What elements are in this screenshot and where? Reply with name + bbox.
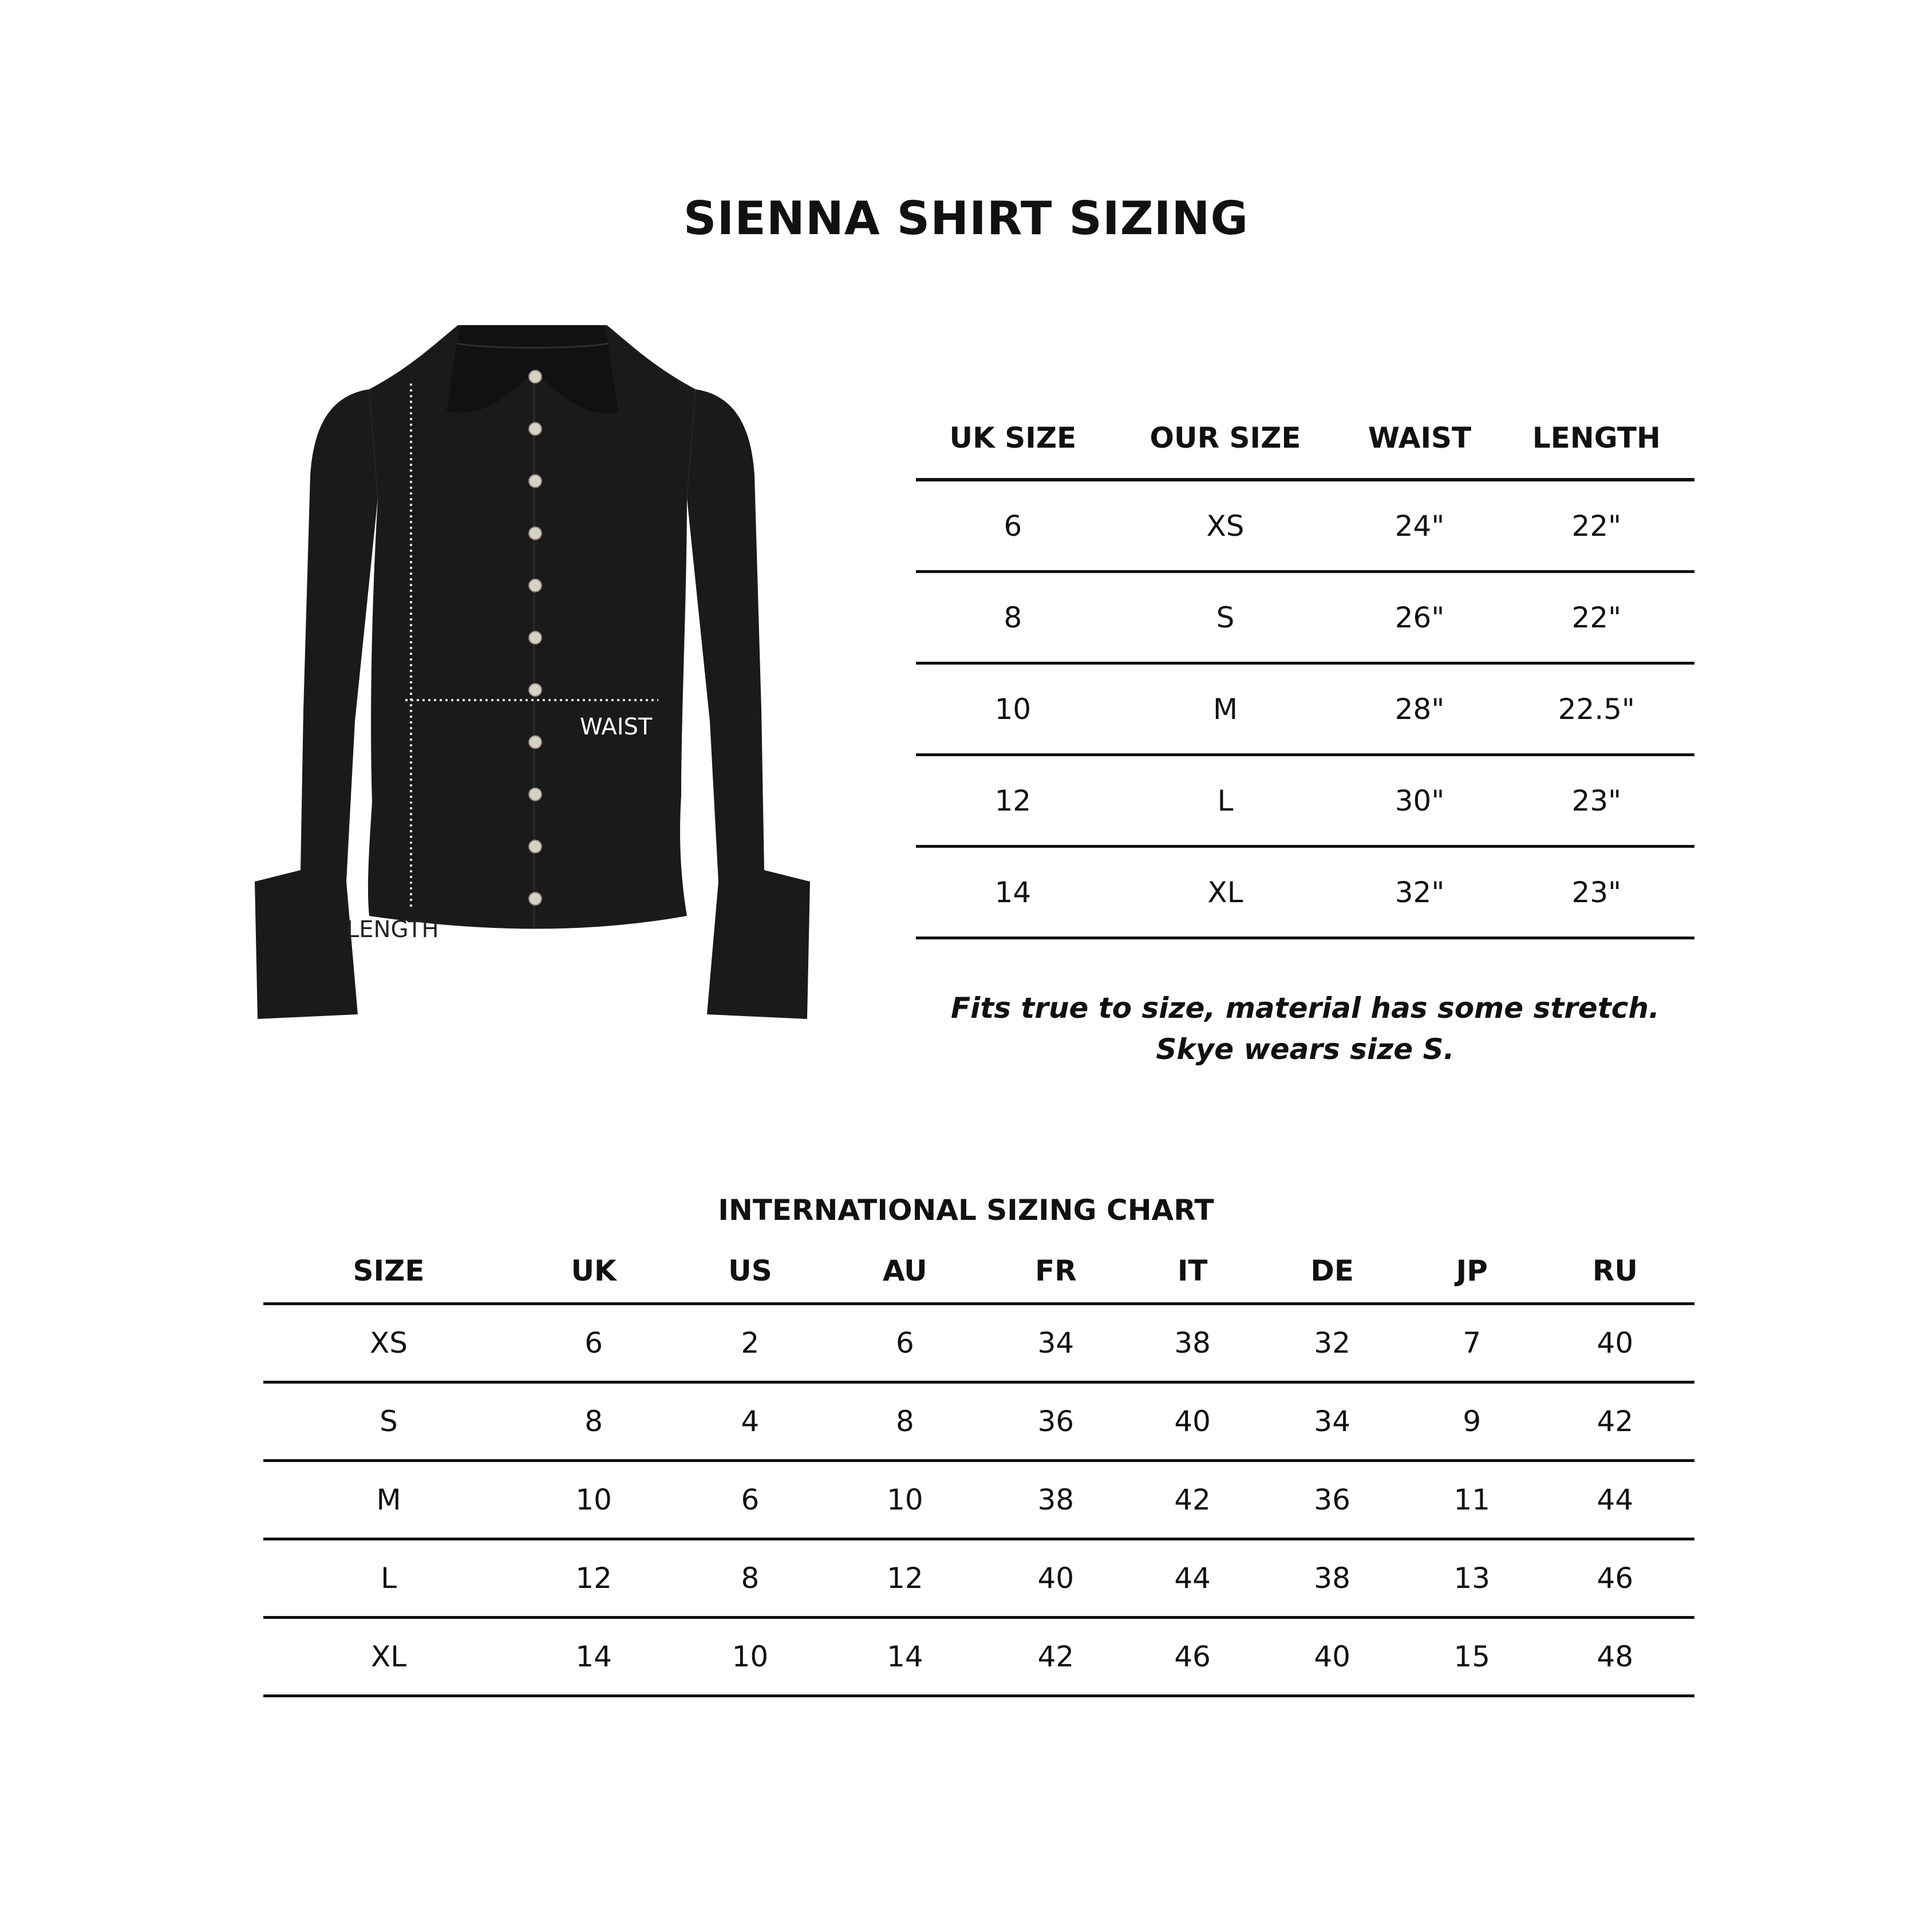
table-row — [916, 847, 1694, 938]
header-fr: FR — [1035, 1254, 1077, 1287]
shirt-button — [529, 840, 542, 853]
cell-waist: 24" — [1394, 509, 1445, 543]
table-row — [263, 1618, 1694, 1696]
cell-waist: 28" — [1394, 692, 1445, 726]
fit-note — [916, 987, 1694, 1070]
table-row — [263, 1461, 1694, 1539]
header-uk: UK — [571, 1254, 617, 1287]
shirt-button — [529, 631, 542, 644]
cell-uk-size: 14 — [994, 875, 1032, 909]
header-uk-size: UK SIZE — [949, 421, 1077, 455]
cell-waist: 26" — [1394, 600, 1445, 634]
cell-us: 8 — [741, 1562, 760, 1595]
cell-uk: 6 — [584, 1326, 603, 1360]
header-jp: JP — [1456, 1254, 1488, 1287]
cell-jp: 11 — [1453, 1483, 1491, 1516]
cell-de: 38 — [1314, 1562, 1351, 1595]
cell-fr: 40 — [1037, 1562, 1074, 1595]
shirt-button — [529, 370, 542, 383]
page-title: SIENNA SHIRT SIZING — [683, 192, 1249, 245]
cell-au: 14 — [887, 1640, 923, 1673]
header-de: DE — [1310, 1254, 1354, 1287]
table-row — [263, 1304, 1694, 1382]
table-row — [916, 663, 1694, 755]
international-sizing-table — [263, 1239, 1694, 1697]
cell-our-size: XL — [1207, 875, 1243, 909]
fit-note-line-1: Fits true to size, material has some stretch. — [951, 991, 1660, 1025]
cell-jp: 7 — [1463, 1326, 1481, 1360]
table-row — [916, 572, 1694, 663]
cell-uk-size: 12 — [994, 784, 1032, 817]
cell-fr: 36 — [1037, 1405, 1074, 1438]
cell-length: 22.5" — [1558, 692, 1635, 726]
cell-de: 32 — [1314, 1326, 1351, 1360]
shirt-button — [529, 736, 542, 748]
cell-size: XL — [371, 1640, 407, 1673]
cell-waist: 32" — [1394, 875, 1445, 909]
shirt-button — [529, 422, 542, 435]
cell-jp: 13 — [1453, 1562, 1491, 1595]
table-row — [916, 480, 1694, 572]
intl-header-row — [263, 1239, 1694, 1304]
right-sleeve — [687, 389, 810, 1019]
size-table — [916, 409, 1694, 939]
cell-length: 23" — [1571, 784, 1622, 817]
cell-au: 8 — [895, 1405, 914, 1438]
cell-it: 42 — [1174, 1483, 1211, 1516]
cell-it: 38 — [1174, 1326, 1211, 1360]
shirt-button — [529, 579, 542, 592]
cell-au: 10 — [887, 1483, 923, 1516]
shirt-drawing — [246, 309, 819, 1042]
shirt-button — [529, 683, 542, 696]
cell-uk-size: 6 — [1003, 509, 1022, 543]
fit-note-line-2: Skye wears size S. — [1156, 1033, 1455, 1066]
cell-de: 34 — [1314, 1405, 1351, 1438]
cell-our-size: L — [1217, 784, 1234, 817]
cell-ru: 40 — [1597, 1326, 1634, 1360]
header-our-size: OUR SIZE — [1149, 421, 1301, 455]
cell-us: 2 — [741, 1326, 760, 1360]
cell-de: 40 — [1314, 1640, 1351, 1673]
cell-our-size: XS — [1206, 509, 1244, 543]
shirt-illustration — [246, 309, 819, 1042]
cell-our-size: M — [1212, 692, 1238, 726]
waist-label: WAIST — [580, 714, 653, 740]
cell-ru: 44 — [1597, 1483, 1634, 1516]
cell-it: 46 — [1174, 1640, 1211, 1673]
shirt-button — [529, 892, 542, 905]
cell-us: 4 — [741, 1405, 760, 1438]
cell-us: 6 — [741, 1483, 760, 1516]
cell-size: S — [380, 1405, 398, 1438]
cell-it: 44 — [1174, 1562, 1211, 1595]
cell-ru: 48 — [1597, 1640, 1634, 1673]
shirt-body — [368, 325, 696, 929]
international-chart-title: INTERNATIONAL SIZING CHART — [718, 1194, 1214, 1227]
cell-fr: 38 — [1037, 1483, 1074, 1516]
shirt-button — [529, 527, 542, 540]
table-row — [916, 755, 1694, 847]
header-us: US — [728, 1254, 772, 1287]
cell-jp: 9 — [1463, 1405, 1481, 1438]
cell-size: XS — [370, 1326, 408, 1360]
cell-fr: 42 — [1037, 1640, 1074, 1673]
header-size: SIZE — [353, 1254, 425, 1287]
cell-size: L — [381, 1562, 397, 1595]
header-au: AU — [883, 1254, 927, 1287]
cell-size: M — [376, 1483, 401, 1516]
table-row — [263, 1539, 1694, 1618]
header-length: LENGTH — [1532, 421, 1661, 455]
cell-our-size: S — [1216, 600, 1235, 634]
cell-uk: 12 — [575, 1562, 612, 1595]
shirt-button — [529, 788, 542, 801]
cell-uk-size: 10 — [994, 692, 1032, 726]
cell-it: 40 — [1174, 1405, 1211, 1438]
header-ru: RU — [1592, 1254, 1638, 1287]
table-row — [263, 1382, 1694, 1461]
cell-uk: 8 — [584, 1405, 603, 1438]
cell-fr: 34 — [1037, 1326, 1074, 1360]
header-it: IT — [1177, 1254, 1208, 1287]
size-table-header-row — [916, 409, 1694, 480]
cell-au: 6 — [895, 1326, 914, 1360]
shirt-button — [529, 475, 542, 487]
length-label: LENGTH — [346, 916, 439, 943]
header-waist: WAIST — [1368, 421, 1472, 455]
cell-length: 22" — [1571, 509, 1622, 543]
cell-ru: 42 — [1597, 1405, 1634, 1438]
cell-de: 36 — [1314, 1483, 1351, 1516]
cell-ru: 46 — [1597, 1562, 1634, 1595]
cell-uk-size: 8 — [1003, 600, 1022, 634]
cell-au: 12 — [887, 1562, 923, 1595]
cell-length: 23" — [1571, 875, 1622, 909]
cell-uk: 10 — [575, 1483, 612, 1516]
cell-waist: 30" — [1394, 784, 1445, 817]
cell-us: 10 — [732, 1640, 769, 1673]
cell-jp: 15 — [1453, 1640, 1491, 1673]
cell-uk: 14 — [575, 1640, 612, 1673]
cell-length: 22" — [1571, 600, 1622, 634]
